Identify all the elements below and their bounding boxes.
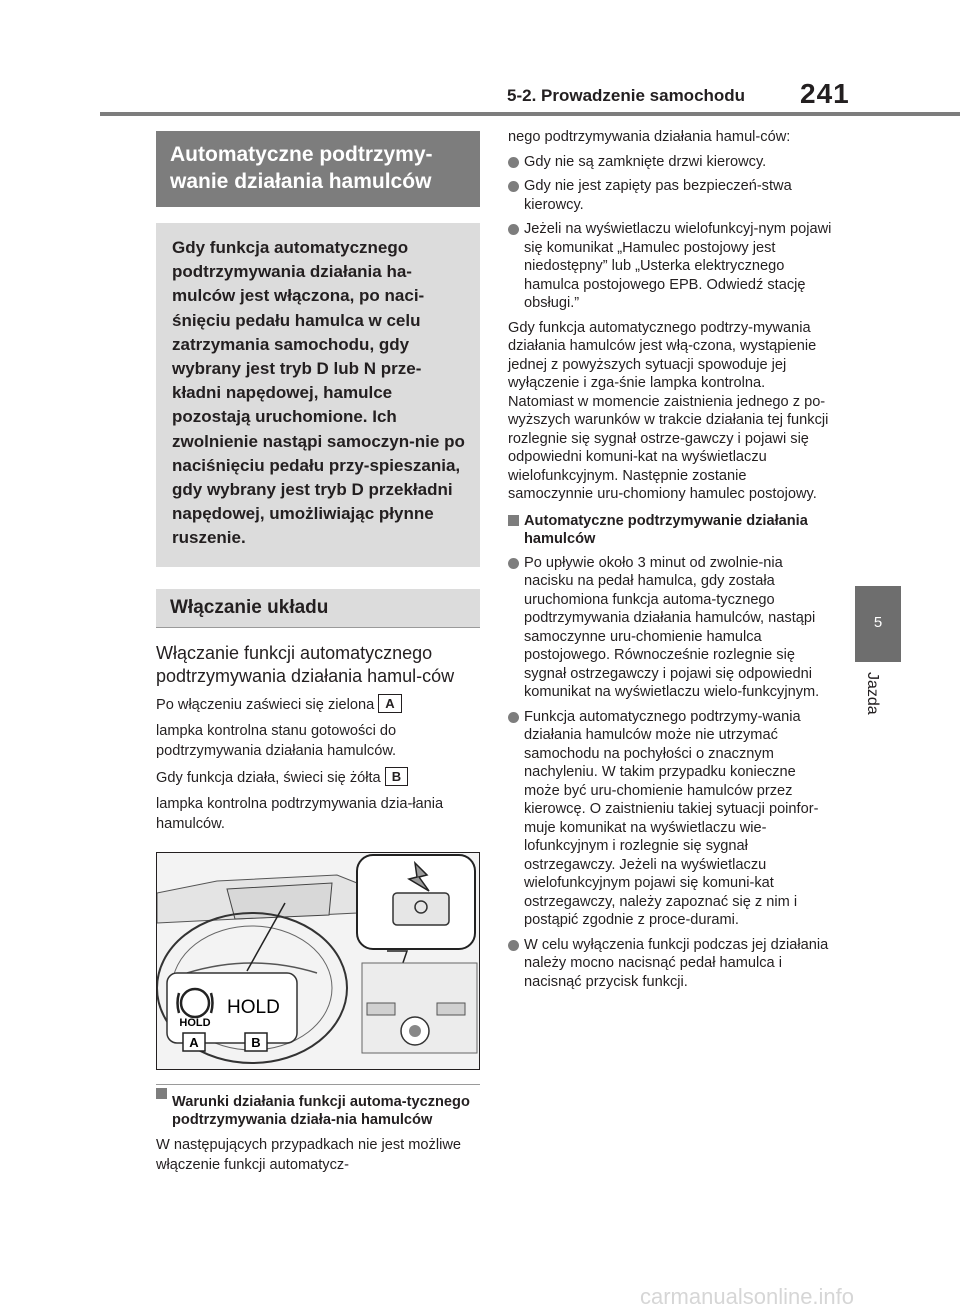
- enable-lead: Włączanie funkcji automatycznego podtrzymywania działania hamul-ców: [156, 642, 455, 686]
- chapter-tab: [855, 586, 901, 662]
- circle-bullet-icon: [508, 157, 519, 168]
- list-item-text: Po upływie około 3 minut od zwolnie-nia nacisku na pedał hamulca, gdy została uruchomiona funkcja automa-tycznego podtrzymywania działania hamulców, nastąpi samoczynne uru-chomienie hamulca postojowego. Równocześnie rozlegnie się sygnał ostrzegawczy i pojawi się odpowiedni komunikat na wyświetlaczu wielo-funkcyjnym.: [524, 554, 820, 700]
- header-rule: [100, 112, 960, 116]
- hold-label: HOLD: [227, 996, 280, 1018]
- list-item: [508, 177, 833, 214]
- circle-bullet-icon: [508, 181, 519, 192]
- list-item: [508, 220, 833, 313]
- auto-hold-heading-text: Automatyczne podtrzymywanie działania hamulców: [524, 512, 808, 547]
- label-a: A: [378, 694, 401, 713]
- dashboard-svg: [157, 853, 479, 1069]
- dashboard-illustration: [156, 852, 480, 1070]
- circle-bullet-icon: [508, 224, 519, 235]
- section-title: 5-2. Prowadzenie samochodu: [507, 86, 746, 105]
- list-item: [508, 153, 833, 172]
- list-item-text: Jeżeli na wyświetlaczu wielofunkcyj-nym pojawi się komunikat „Hamulec postojowy jest niedostępny” lub „Usterka elektrycznego hamulca postojowego EPB. Odwiedź stację obsługi.”: [524, 221, 832, 311]
- auto-hold-heading: [508, 512, 833, 548]
- paragraph-yellow-lamp-text: Gdy funkcja działa, świeci się żółta: [156, 769, 381, 786]
- square-bullet-icon: [156, 1088, 167, 1099]
- subheading-enable-system: Włączanie układu: [156, 589, 480, 628]
- paragraph-conditions-effect: Gdy funkcja automatycznego podtrzy-mywania działania hamulców jest włą-czona, wystąpienie jednej z powyższych sytuacji spowoduje jej wyłączenie i zga-śnie lampka kontrolna. Natomiast w momencie zaistnienia jednego z po-wyższych warunków w trakcie działania tej funkcji rozlegnie się sygnał ostrze-gawczy i pojawi się odpowiedni komuni-kat na wyświetlaczu wielofunkcyjnym. Następnie zostanie samoczynnie uru-chomiony hamulec postojowy.: [508, 319, 829, 502]
- circle-bullet-icon: [508, 558, 519, 569]
- list-item: [508, 936, 833, 992]
- conditions-heading-text: Warunki działania funkcji automa-tycznego podtrzymywania działa-nia hamulców: [172, 1093, 470, 1128]
- list-item: [508, 554, 833, 702]
- article-title: Automatyczne podtrzymy-wanie działania hamulców: [156, 131, 480, 207]
- paragraph-yellow-lamp-cont: lampka kontrolna podtrzymywania dzia-łania hamulców.: [156, 795, 444, 832]
- label-b: B: [385, 767, 408, 786]
- watermark: carmanualsonline.info: [640, 1284, 855, 1309]
- circle-bullet-icon: [508, 712, 519, 723]
- paragraph-green-lamp-cont: lampka kontrolna stanu gotowości do podtrzymywania działania hamulców.: [156, 722, 397, 759]
- figure-label-a: A: [189, 1034, 199, 1050]
- chapter-number: 5: [873, 614, 883, 631]
- right-column: [508, 128, 833, 991]
- list-item-text: W celu wyłączenia funkcji podczas jej działania należy mocno nacisnąć pedał hamulca i nacisnąć przycisk funkcji.: [524, 936, 829, 990]
- left-column: [156, 131, 480, 1175]
- continued-text: nego podtrzymywania działania hamul-ców:: [508, 129, 791, 145]
- list-item-text: Gdy nie jest zapięty pas bezpieczeń-stwa kierowcy.: [524, 178, 792, 213]
- summary-box: Gdy funkcja automatycznego podtrzymywania działania ha-mulców jest włączona, po naci-śnięciu pedału hamulca w celu zatrzymania samochodu, gdy wybrany jest tryb D lub N prze-kładni napędowej, hamulce pozostają uruchomione. Ich zwolnienie nastąpi samoczyn-nie po naciśnięciu pedału przy-spieszania, gdy wybrany jest tryb D przekładni napędowej, umożliwiając płynne ruszenie.: [156, 223, 480, 567]
- chapter-label-text: Jazda: [864, 672, 881, 715]
- figure-label-b: B: [251, 1034, 261, 1050]
- hold-icon-text: HOLD: [179, 1016, 211, 1029]
- page-number: 241: [800, 78, 850, 109]
- circle-bullet-icon: [508, 940, 519, 951]
- list-item: [508, 708, 833, 930]
- square-bullet-icon: [508, 515, 519, 526]
- paragraph-green-lamp-text: Po włączeniu zaświeci się zielona: [156, 696, 375, 713]
- paragraph-green-lamp: [156, 694, 480, 715]
- paragraph-yellow-lamp: [156, 767, 480, 788]
- conditions-text: W następujących przypadkach nie jest możliwe włączenie funkcji automatycz-: [156, 1136, 461, 1173]
- list-item-text: Funkcja automatycznego podtrzymy-wania działania hamulców może nie utrzymać samochodu na pochyłości o znacznym nachyleniu. W takim przypadku konieczne może być uru-chomienie hamulców przez kierowcę. O zaistnieniu takiej sytuacji poinfor-muje komunikat na wyświetlaczu wie-lofunkcyjnym i rozlegnie się sygnał ostrzegawczy. Jeżeli na wyświetlaczu wielofunkcyjnym pojawi się komuni-kat ostrzegawczy, należy zapoznać się z nim i postąpić zgodnie z proce-durami.: [524, 708, 819, 928]
- list-item-text: Gdy nie są zamknięte drzwi kierowcy.: [524, 153, 767, 170]
- conditions-heading: [156, 1084, 480, 1129]
- chapter-label: [863, 672, 893, 752]
